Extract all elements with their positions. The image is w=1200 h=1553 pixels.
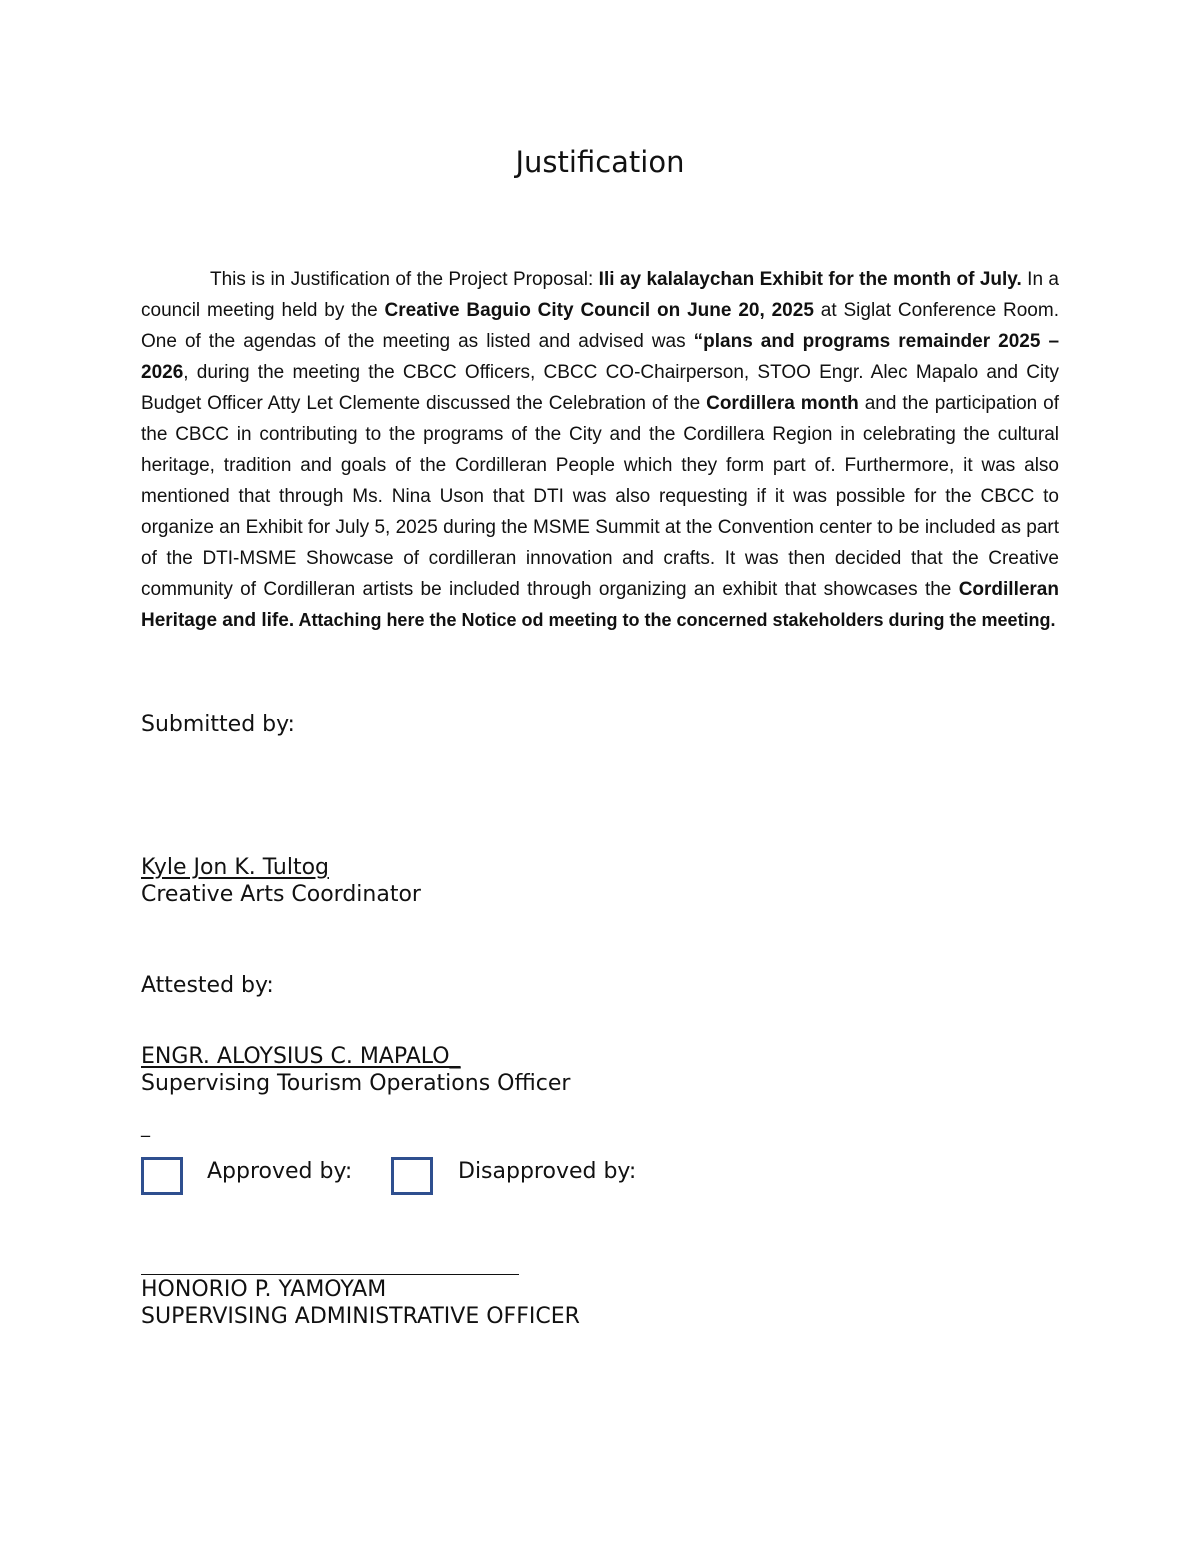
submitter-name: Kyle Jon K. Tultog (141, 855, 329, 880)
justification-paragraph (141, 264, 1059, 636)
approver-name: HONORIO P. YAMOYAM (141, 1277, 387, 1302)
attachment-note: Attaching here the Notice od meeting to the concerned stakeholders during the meeting. (294, 610, 1056, 630)
stray-underscore: _ (141, 1117, 150, 1138)
approved-checkbox[interactable] (141, 1157, 183, 1195)
approver-title: SUPERVISING ADMINISTRATIVE OFFICER (141, 1304, 580, 1329)
cordillera-month: Cordillera month (706, 393, 859, 414)
paragraph-text-4: , during the meeting the CBCC Officers, CBCC CO-Chairperson, STOO Engr. Alec Mapalo and City Budget Officer Atty Let Clemente discussed the Celebration of the (141, 362, 1059, 414)
signature-line (141, 1274, 519, 1275)
disapproved-by-label: Disapproved by: (458, 1159, 637, 1184)
submitter-title: Creative Arts Coordinator (141, 882, 421, 907)
heritage-phrase: Cordilleran Heritage and life. (141, 579, 1059, 631)
attested-by-label: Attested by: (141, 973, 274, 998)
council-meeting-info: Creative Baguio City Council on June 20, 2025 (384, 300, 814, 321)
agenda-item: “plans and programs remainder 2025 – 2026 (141, 331, 1060, 383)
paragraph-text-5: and the participation of the CBCC in contributing to the programs of the City and the Cordillera Region in celebrating the cultural heritage, tradition and goals of the Cordilleran People which they form part of. Furthermore, it was also mentioned that through Ms. Nina Uson that DTI was also requesting if it was possible for the CBCC to organize an Exhibit for July 5, 2025 during the MSME Summit at the Convention center to be included as part of the DTI-MSME Showcase of cordilleran innovation and crafts. It was then decided that the Creative community of Cordilleran artists be included through organizing an exhibit that showcases the (141, 393, 1059, 600)
attester-name: ENGR. ALOYSIUS C. MAPALO_ (141, 1044, 461, 1069)
project-name: Ili ay kalalaychan Exhibit for the month of July. (598, 269, 1022, 290)
submitted-by-label: Submitted by: (141, 712, 295, 737)
paragraph-text-2: In a council meeting held by the (141, 269, 1059, 321)
disapproved-checkbox[interactable] (391, 1157, 433, 1195)
paragraph-text-3: at Siglat Conference Room. One of the agendas of the meeting as listed and advised was (141, 300, 1059, 352)
approved-by-label: Approved by: (207, 1159, 353, 1184)
document-title: Justification (515, 145, 685, 179)
attester-title: Supervising Tourism Operations Officer (141, 1071, 571, 1096)
paragraph-text-1: This is in Justification of the Project Proposal: (210, 269, 599, 290)
